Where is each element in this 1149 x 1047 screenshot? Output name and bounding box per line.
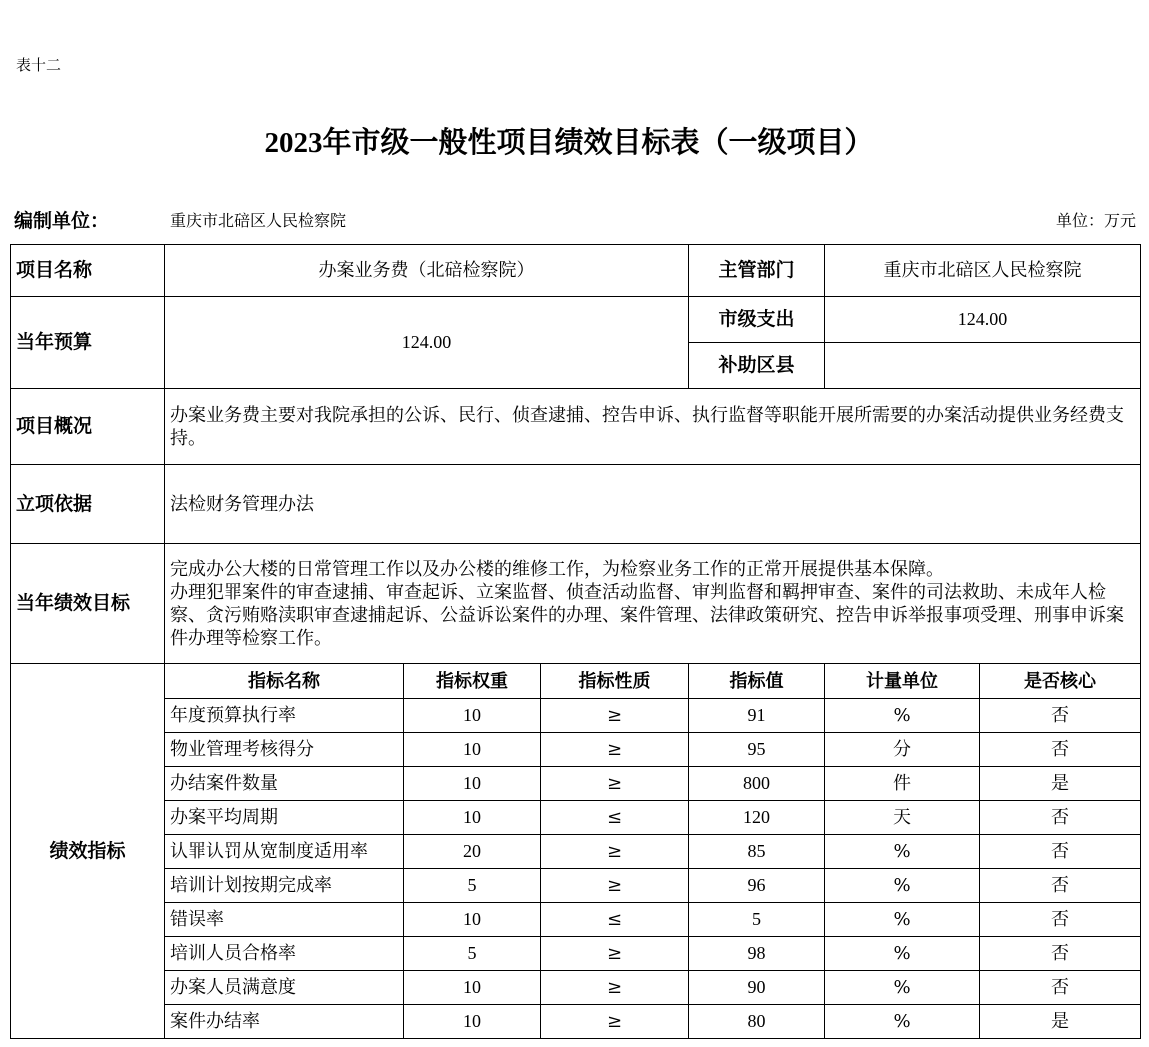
indicator-weight: 10 (404, 733, 541, 767)
project-name-row (11, 245, 1141, 297)
indicator-nature: ≥ (541, 1005, 689, 1039)
indicator-value: 80 (689, 1005, 825, 1039)
table-row (11, 733, 1141, 767)
indicator-weight: 10 (404, 971, 541, 1005)
city-expense-value: 124.00 (825, 297, 1141, 343)
table-row (11, 801, 1141, 835)
indicator-name: 案件办结率 (165, 1005, 404, 1039)
indicator-core: 否 (980, 733, 1141, 767)
dept-value: 重庆市北碚区人民检察院 (825, 245, 1141, 297)
unit-label: 单位：万元 (1055, 211, 1136, 230)
indicator-unit: 分 (825, 733, 980, 767)
indicator-weight: 5 (404, 937, 541, 971)
indicator-name: 认罪认罚从宽制度适用率 (165, 835, 404, 869)
col-header: 计量单位 (825, 664, 980, 699)
col-header: 指标值 (689, 664, 825, 699)
performance-target-table (10, 244, 1141, 1039)
indicator-value: 85 (689, 835, 825, 869)
indicator-value: 96 (689, 869, 825, 903)
table-row (11, 869, 1141, 903)
indicator-weight: 10 (404, 903, 541, 937)
indicator-name: 培训计划按期完成率 (165, 869, 404, 903)
indicator-value: 90 (689, 971, 825, 1005)
indicator-core: 否 (980, 835, 1141, 869)
indicator-core: 否 (980, 971, 1141, 1005)
indicator-unit: 件 (825, 767, 980, 801)
indicator-weight: 10 (404, 1005, 541, 1039)
indicator-nature: ≥ (541, 869, 689, 903)
project-name-value: 办案业务费（北碚检察院） (165, 245, 689, 297)
indicator-core: 否 (980, 903, 1141, 937)
table-row (11, 1005, 1141, 1039)
indicator-unit: 天 (825, 801, 980, 835)
table-number: 表十二 (16, 56, 62, 74)
table-row (11, 767, 1141, 801)
col-header: 指标权重 (404, 664, 541, 699)
city-expense-label: 市级支出 (689, 297, 825, 343)
indicator-unit: % (825, 903, 980, 937)
goal-label: 当年绩效目标 (11, 544, 165, 664)
indicator-core: 是 (980, 767, 1141, 801)
indicator-nature: ≥ (541, 733, 689, 767)
table-row (11, 937, 1141, 971)
col-header: 是否核心 (980, 664, 1141, 699)
indicator-core: 是 (980, 1005, 1141, 1039)
indicator-value: 800 (689, 767, 825, 801)
goal-line-1: 完成办公大楼的日常管理工作以及办公楼的维修工作，为检察业务工作的正常开展提供基本保障。 (170, 558, 944, 580)
indicator-unit: % (825, 835, 980, 869)
col-header: 指标性质 (541, 664, 689, 699)
col-header: 指标名称 (165, 664, 404, 699)
indicator-value: 95 (689, 733, 825, 767)
indicator-weight: 10 (404, 767, 541, 801)
budget-label: 当年预算 (11, 297, 165, 389)
overview-row (11, 389, 1141, 465)
indicator-value: 91 (689, 699, 825, 733)
budget-value: 124.00 (165, 297, 689, 389)
indicator-core: 否 (980, 699, 1141, 733)
indicator-name: 物业管理考核得分 (165, 733, 404, 767)
indicator-nature: ≤ (541, 801, 689, 835)
indicator-name: 培训人员合格率 (165, 937, 404, 971)
project-name-label: 项目名称 (11, 245, 165, 297)
indicator-nature: ≥ (541, 835, 689, 869)
indicator-weight: 20 (404, 835, 541, 869)
dept-label: 主管部门 (689, 245, 825, 297)
indicator-unit: % (825, 1005, 980, 1039)
indicator-unit: % (825, 937, 980, 971)
indicator-header-row (11, 664, 1141, 699)
goal-line-2: 办理犯罪案件的审查逮捕、审查起诉、立案监督、侦查活动监督、审判监督和羁押审查、案件的司法救助、未成年人检察、贪污贿赂渎职审查逮捕起诉、公益诉讼案件的办理、案件管理、法律政策研究、控告申诉举报事项受理、刑事申诉案件办理等检察工作。 (170, 581, 1124, 649)
indicator-unit: % (825, 699, 980, 733)
goal-value (165, 544, 1141, 664)
county-subsidy-label: 补助区县 (689, 343, 825, 389)
indicator-value: 98 (689, 937, 825, 971)
indicator-nature: ≤ (541, 903, 689, 937)
basis-row (11, 465, 1141, 544)
indicator-nature: ≥ (541, 699, 689, 733)
indicator-name: 办案平均周期 (165, 801, 404, 835)
indicator-name: 年度预算执行率 (165, 699, 404, 733)
indicator-weight: 5 (404, 869, 541, 903)
indicator-nature: ≥ (541, 937, 689, 971)
indicator-core: 否 (980, 869, 1141, 903)
budget-row (11, 297, 1141, 343)
indicator-core: 否 (980, 937, 1141, 971)
table-row (11, 699, 1141, 733)
indicator-name: 办案人员满意度 (165, 971, 404, 1005)
indicator-unit: % (825, 869, 980, 903)
indicator-section-label: 绩效指标 (11, 664, 165, 1039)
indicator-nature: ≥ (541, 971, 689, 1005)
basis-label: 立项依据 (11, 465, 165, 544)
indicator-core: 否 (980, 801, 1141, 835)
indicator-name: 办结案件数量 (165, 767, 404, 801)
indicator-value: 120 (689, 801, 825, 835)
indicator-value: 5 (689, 903, 825, 937)
goal-row (11, 544, 1141, 664)
indicator-name: 错误率 (165, 903, 404, 937)
org-value: 重庆市北碚区人民检察院 (170, 211, 347, 230)
indicator-nature: ≥ (541, 767, 689, 801)
table-row (11, 835, 1141, 869)
overview-label: 项目概况 (11, 389, 165, 465)
indicator-weight: 10 (404, 801, 541, 835)
indicator-weight: 10 (404, 699, 541, 733)
page-title: 2023年市级一般性项目绩效目标表（一级项目） (264, 127, 874, 159)
org-label: 编制单位： (14, 210, 110, 232)
overview-value: 办案业务费主要对我院承担的公诉、民行、侦查逮捕、控告申诉、执行监督等职能开展所需要的办案活动提供业务经费支持。 (165, 389, 1141, 465)
table-row (11, 903, 1141, 937)
basis-value: 法检财务管理办法 (165, 465, 1141, 544)
table-row (11, 971, 1141, 1005)
indicator-unit: % (825, 971, 980, 1005)
county-subsidy-value (825, 343, 1141, 389)
